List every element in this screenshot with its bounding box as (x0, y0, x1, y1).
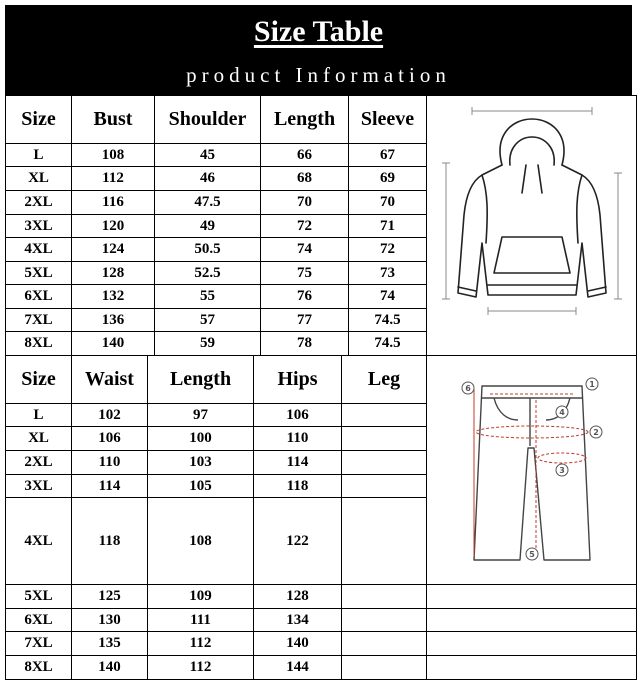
cell-leg (342, 427, 427, 451)
cell-size: 3XL (6, 475, 72, 498)
cell-leg (342, 656, 427, 680)
cell-hips: 114 (254, 451, 342, 475)
cell-sleeve: 72 (349, 238, 427, 262)
table-header-row (6, 356, 637, 404)
cell-leg (342, 498, 427, 585)
cell-shoulder: 50.5 (155, 238, 261, 262)
cell-length: 70 (261, 191, 349, 215)
cell-size: 7XL (6, 309, 72, 332)
table-row (6, 632, 637, 656)
cell-sleeve: 67 (349, 144, 427, 167)
blank-cell (427, 585, 637, 609)
cell-size: 5XL (6, 585, 72, 609)
cell-length: 68 (261, 167, 349, 191)
cell-sleeve: 69 (349, 167, 427, 191)
cell-hips: 110 (254, 427, 342, 451)
cell-length: 100 (148, 427, 254, 451)
cell-leg (342, 585, 427, 609)
table-row (6, 585, 637, 609)
cell-length: 72 (261, 215, 349, 238)
cell-length: 78 (261, 332, 349, 356)
header-size: Size (6, 356, 72, 404)
cell-length: 112 (148, 656, 254, 680)
cell-sleeve: 71 (349, 215, 427, 238)
pants-marker-1: 1 (588, 379, 595, 389)
cell-length: 74 (261, 238, 349, 262)
cell-hips: 106 (254, 404, 342, 427)
cell-size: 2XL (6, 451, 72, 475)
cell-length: 66 (261, 144, 349, 167)
cell-shoulder: 46 (155, 167, 261, 191)
cell-leg (342, 451, 427, 475)
cell-bust: 116 (72, 191, 155, 215)
cell-sleeve: 74.5 (349, 309, 427, 332)
cell-bust: 132 (72, 285, 155, 309)
hoodie-illustration-cell (427, 96, 637, 356)
cell-size: 3XL (6, 215, 72, 238)
header-waist: Waist (72, 356, 148, 404)
cell-waist: 114 (72, 475, 148, 498)
pants-illustration-cell (427, 356, 637, 585)
cell-hips: 118 (254, 475, 342, 498)
cell-size: XL (6, 427, 72, 451)
cell-size: L (6, 144, 72, 167)
cell-length: 111 (148, 609, 254, 632)
cell-shoulder: 49 (155, 215, 261, 238)
cell-leg (342, 475, 427, 498)
cell-shoulder: 59 (155, 332, 261, 356)
cell-bust: 136 (72, 309, 155, 332)
header-shoulder: Shoulder (155, 96, 261, 144)
cell-shoulder: 57 (155, 309, 261, 332)
cell-shoulder: 45 (155, 144, 261, 167)
header-size: Size (6, 96, 72, 144)
top-size-table (5, 95, 637, 356)
blank-cell (427, 609, 637, 632)
cell-hips: 134 (254, 609, 342, 632)
cell-size: 5XL (6, 262, 72, 285)
hoodie-diagram-icon (432, 103, 632, 343)
cell-sleeve: 74.5 (349, 332, 427, 356)
blank-cell (427, 632, 637, 656)
cell-size: 6XL (6, 285, 72, 309)
header-length: Length (261, 96, 349, 144)
cell-waist: 110 (72, 451, 148, 475)
blank-cell (427, 656, 637, 680)
cell-length: 112 (148, 632, 254, 656)
cell-hips: 144 (254, 656, 342, 680)
cell-waist: 130 (72, 609, 148, 632)
cell-sleeve: 74 (349, 285, 427, 309)
cell-length: 77 (261, 309, 349, 332)
cell-leg (342, 632, 427, 656)
cell-length: 103 (148, 451, 254, 475)
table-header-row (6, 96, 637, 144)
cell-length: 108 (148, 498, 254, 585)
cell-leg (342, 609, 427, 632)
cell-bust: 108 (72, 144, 155, 167)
cell-bust: 140 (72, 332, 155, 356)
cell-waist: 102 (72, 404, 148, 427)
cell-length: 97 (148, 404, 254, 427)
pants-marker-3: 3 (558, 465, 565, 475)
cell-size: 4XL (6, 498, 72, 585)
pants-marker-5: 5 (528, 549, 535, 559)
cell-length: 75 (261, 262, 349, 285)
cell-waist: 135 (72, 632, 148, 656)
header-length: Length (148, 356, 254, 404)
cell-leg (342, 404, 427, 427)
pants-marker-4: 4 (558, 407, 565, 417)
cell-size: 8XL (6, 332, 72, 356)
cell-length: 76 (261, 285, 349, 309)
cell-hips: 140 (254, 632, 342, 656)
header-bust: Bust (72, 96, 155, 144)
header-hips: Hips (254, 356, 342, 404)
cell-waist: 106 (72, 427, 148, 451)
pants-diagram-icon (432, 368, 632, 568)
cell-size: 4XL (6, 238, 72, 262)
cell-bust: 128 (72, 262, 155, 285)
cell-size: 6XL (6, 609, 72, 632)
cell-sleeve: 70 (349, 191, 427, 215)
header-banner (5, 5, 632, 95)
cell-size: 8XL (6, 656, 72, 680)
cell-sleeve: 73 (349, 262, 427, 285)
cell-bust: 124 (72, 238, 155, 262)
header-sleeve: Sleeve (349, 96, 427, 144)
cell-bust: 120 (72, 215, 155, 238)
cell-length: 109 (148, 585, 254, 609)
cell-hips: 128 (254, 585, 342, 609)
cell-shoulder: 47.5 (155, 191, 261, 215)
cell-waist: 118 (72, 498, 148, 585)
cell-length: 105 (148, 475, 254, 498)
pants-marker-2: 2 (592, 427, 599, 437)
pants-marker-6: 6 (464, 383, 471, 393)
page-subtitle: product Information (186, 63, 451, 87)
cell-waist: 140 (72, 656, 148, 680)
cell-size: 7XL (6, 632, 72, 656)
header-leg: Leg (342, 356, 427, 404)
cell-hips: 122 (254, 498, 342, 585)
bottom-size-table (5, 355, 637, 680)
cell-shoulder: 52.5 (155, 262, 261, 285)
table-row (6, 609, 637, 632)
table-row (6, 656, 637, 680)
cell-size: L (6, 404, 72, 427)
cell-waist: 125 (72, 585, 148, 609)
cell-shoulder: 55 (155, 285, 261, 309)
cell-size: 2XL (6, 191, 72, 215)
cell-bust: 112 (72, 167, 155, 191)
cell-size: XL (6, 167, 72, 191)
page-title: Size Table (253, 15, 384, 48)
